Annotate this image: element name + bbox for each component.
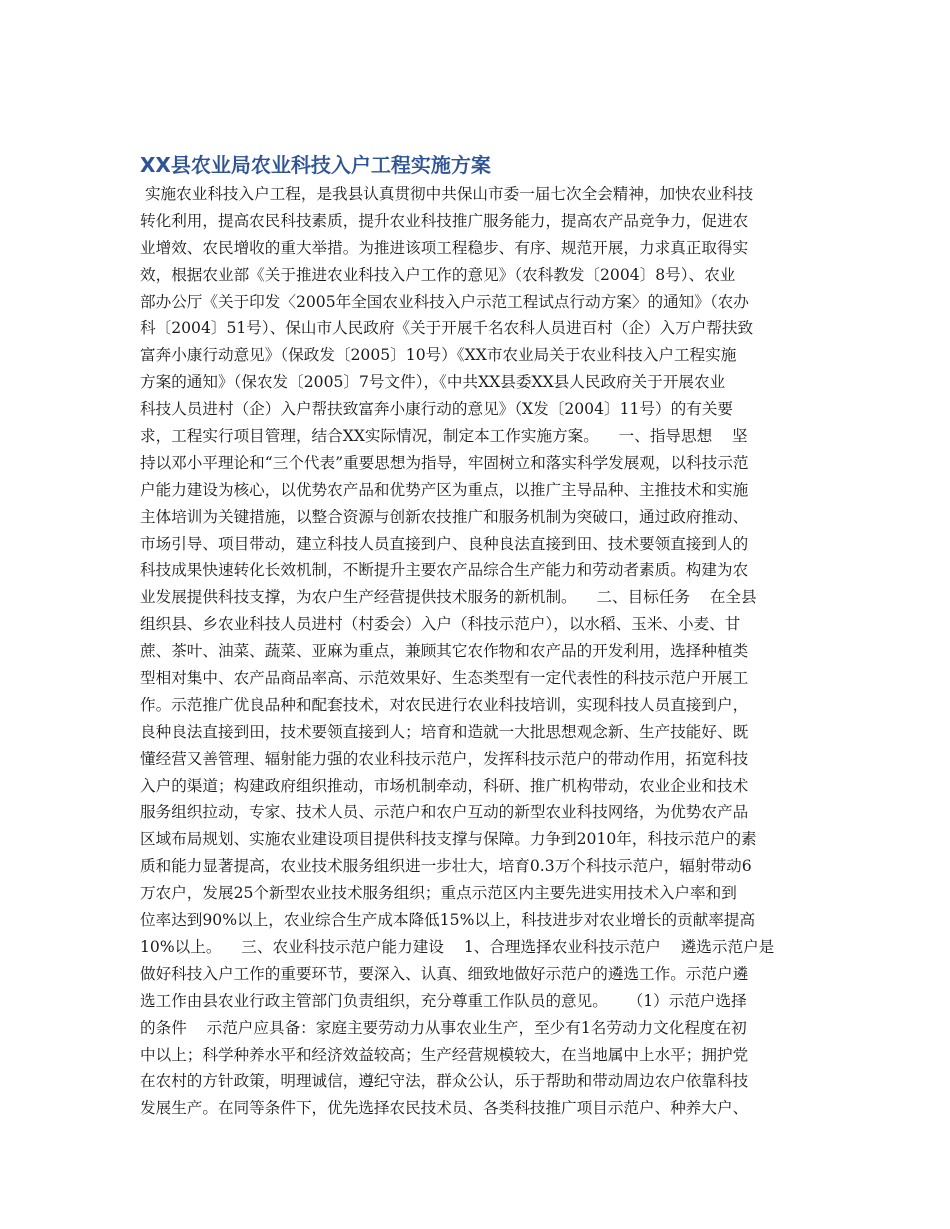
body-text-line: 万农户，发展25个新型农业技术服务组织；重点示范区内主要先进实用技术入户率和到 (140, 884, 737, 903)
body-text-line: 科技人员进村（企）入户帮扶致富奔小康行动的意见》（X发〔2004〕11号）的有关要 (140, 400, 734, 419)
body-text-line: 持以邓小平理论和“三个代表”重要思想为指导，牢固树立和落实科学发展观，以科技示范 (140, 453, 749, 472)
body-text-line: 型相对集中、农产品商品率高、示范效果好、生态类型有一定代表性的科技示范户开展工 (140, 669, 749, 688)
body-text-line: 质和能力显著提高，农业技术服务组织进一步壮大，培育0.3万个科技示范户，辐射带动6 (140, 857, 752, 876)
body-text-line: 部办公厅《关于印发〈2005年全国农业科技入户示范工程试点行动方案〉的通知》（农办 (140, 292, 749, 311)
body-text-line: 作。示范推广优良品种和配套技术，对农民进行农业科技培训，实现科技人员直接到户， (140, 695, 749, 714)
body-text-line: 区域布局规划、实施农业建设项目提供科技支撑与保障。力争到2010年，科技示范户的素 (140, 830, 757, 849)
body-text-line: 实施农业科技入户工程，是我县认真贯彻中共保山市委一届七次全会精神，加快农业科技 (140, 185, 754, 203)
body-text-line: 转化利用，提高农民科技素质，提升农业科技推广服务能力，提高农产品竞争力，促进农 (140, 211, 749, 230)
document-title: XX县农业局农业科技入户工程实施方案 (140, 153, 491, 177)
body-text-line: 业增效、农民增收的重大举措。为推进该项工程稳步、有序、规范开展，力求真正取得实 (140, 238, 749, 257)
body-text-line: 良种良法直接到田，技术要领直接到人；培育和造就一大批思想观念新、生产技能好、既 (140, 722, 749, 741)
body-text-line: 的条件 示范户应具备：家庭主要劳动力从事农业生产，至少有1名劳动力文化程度在初 (140, 1018, 747, 1037)
body-text-line: 求，工程实行项目管理，结合XX实际情况，制定本工作实施方案。 一、指导思想 坚 (140, 427, 748, 446)
body-text-line: 科技成果快速转化长效机制，不断提升主要农产品综合生产能力和劳动者素质。构建为农 (140, 561, 749, 580)
body-text-line: 选工作由县农业行政主管部门负责组织，充分尊重工作队员的意见。 （1）示范户选择 (140, 991, 747, 1010)
body-text-line: 效，根据农业部《关于推进农业科技入户工作的意见》（农科教发〔2004〕8号）、农业 (140, 265, 736, 284)
body-text-line: 富奔小康行动意见》（保政发〔2005〕10号）《XX市农业局关于农业科技入户工程实施 (140, 346, 737, 365)
body-text-line: 蔗、茶叶、油菜、蔬菜、亚麻为重点，兼顾其它农作物和农产品的开发利用，选择种植类 (140, 642, 749, 661)
body-text-line: 业发展提供科技支撑，为农户生产经营提供技术服务的新机制。 二、目标任务 在全县 (140, 588, 757, 607)
body-text-line: 在农村的方针政策，明理诚信，遵纪守法，群众公认，乐于帮助和带动周边农户依靠科技 (140, 1072, 749, 1091)
body-text-line: 主体培训为关键措施，以整合资源与创新农技推广和服务机制为突破口，通过政府推动、 (140, 507, 749, 526)
document-body (140, 181, 812, 1122)
body-text-line: 做好科技入户工作的重要环节，要深入、认真、细致地做好示范户的遴选工作。示范户遴 (140, 964, 749, 983)
body-text-line: 发展生产。在同等条件下，优先选择农民技术员、各类科技推广项目示范户、种养大户、 (140, 1099, 749, 1118)
body-text-line: 中以上；科学种养水平和经济效益较高；生产经营规模较大，在当地属中上水平；拥护党 (140, 1045, 749, 1064)
body-text-line: 户能力建设为核心，以优势农产品和优势产区为重点，以推广主导品种、主推技术和实施 (140, 480, 749, 499)
body-text-line: 科〔2004〕51号）、保山市人民政府《关于开展千名农科人员进百村（企）入万户帮扶致 (140, 319, 754, 338)
body-text-line: 10%以上。 三、农业科技示范户能力建设 1、合理选择农业科技示范户 遴选示范户是 (140, 937, 775, 956)
body-text-line: 入户的渠道；构建政府组织推动，市场机制牵动，科研、推广机构带动，农业企业和技术 (140, 776, 749, 795)
body-text-line: 服务组织拉动，专家、技术人员、示范户和农户互动的新型农业科技网络，为优势农产品 (140, 803, 749, 822)
body-text-line: 位率达到90%以上，农业综合生产成本降低15%以上，科技进步对农业增长的贡献率提高 (140, 911, 756, 930)
body-text-line: 方案的通知》（保农发〔2005〕7号文件），《中共XX县委XX县人民政府关于开展农业 (140, 373, 726, 392)
body-text-line: 组织县、乡农业科技人员进村（村委会）入户（科技示范户），以水稻、玉米、小麦、甘 (140, 615, 741, 634)
body-text-line: 懂经营又善管理、辐射能力强的农业科技示范户，发挥科技示范户的带动作用，拓宽科技 (140, 749, 749, 768)
body-text-line: 市场引导、项目带动，建立科技人员直接到户、良种良法直接到田、技术要领直接到人的 (140, 534, 749, 553)
